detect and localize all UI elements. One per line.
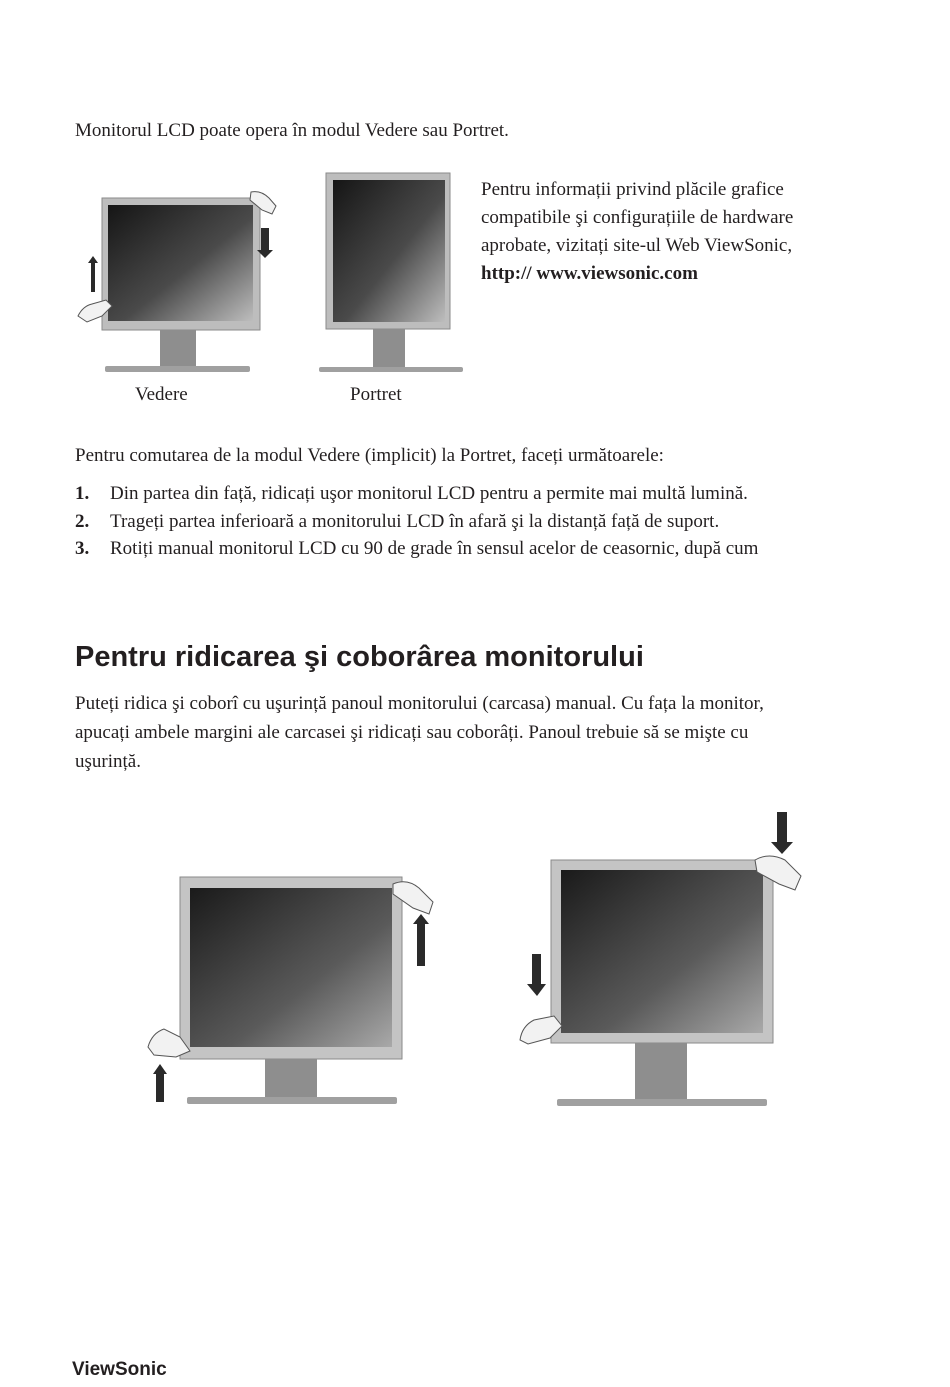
paragraph-line-3: uşurință. [75,751,141,772]
sidebar-line-1: Pentru informații privind plăcile grafice [481,179,784,200]
list-item [75,535,895,563]
paragraph-line-1: Puteți ridica şi coborî cu uşurință panoul monitorului (carcasa) manual. Cu fața la monitor, [75,693,764,714]
step-text: Trageți partea inferioară a monitorului LCD în afară şi la distanță față de suport. [110,510,720,532]
intro-text: Monitorul LCD poate opera în modul Vedere sau Portret. [75,120,509,141]
landscape-monitor-figure [75,188,285,374]
step-text: Rotiți manual monitorul LCD cu 90 de grade în sensul acelor de ceasornic, după cum [110,538,759,559]
raise-monitor-figure [145,872,440,1108]
list-item [75,508,895,536]
sidebar-line-2: compatibile şi configurațiile de hardware [481,207,794,228]
list-item [75,480,895,508]
step-number: 3. [75,538,90,559]
paragraph-line-2: apucați ambele margini ale carcasei şi ridicați sau coborâți. Panoul trebuie să se mişte cu [75,722,749,743]
sidebar-line-3: aprobate, vizitați site-ul Web ViewSonic, [481,235,793,256]
sidebar-note [481,176,881,288]
switch-intro-text: Pentru comutarea de la modul Vedere (implicit) la Portret, faceți următoarele: [75,445,664,466]
viewsonic-url-link[interactable]: http:// www.viewsonic.com [481,263,698,284]
step-number: 1. [75,483,90,504]
section-paragraph [75,689,875,776]
section-heading: Pentru ridicarea şi coborârea monitorului [75,641,644,673]
step-number: 2. [75,510,90,532]
portrait-monitor-figure [316,170,466,374]
lower-monitor-figure [517,810,807,1108]
footer-brand: ViewSonic [72,1359,167,1380]
step-text: Din partea din față, ridicați uşor monitorul LCD pentru a permite mai multă lumină. [110,483,748,504]
steps-list [75,480,895,563]
caption-portrait: Portret [350,384,402,405]
caption-landscape: Vedere [135,384,188,405]
